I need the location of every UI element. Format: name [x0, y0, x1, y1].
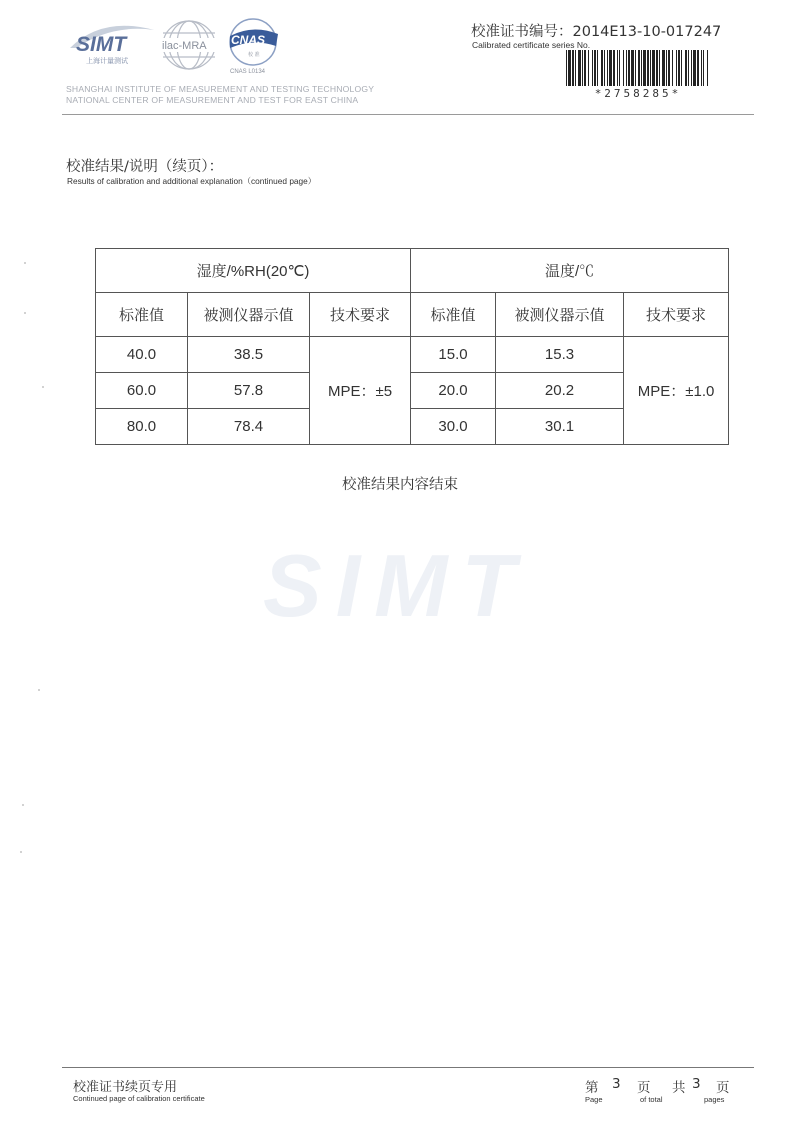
humidity-standard-cell: 40.0: [96, 337, 188, 373]
page-suffix: 页: [637, 1080, 651, 1096]
temperature-group-header: 温度/℃: [411, 249, 729, 293]
scan-speck: [42, 386, 44, 388]
table-row: [96, 337, 729, 373]
temperature-measured-cell: 30.1: [496, 409, 624, 445]
scan-speck: [20, 851, 22, 853]
scan-speck: [24, 262, 26, 264]
total-suffix: 页: [716, 1080, 730, 1096]
temperature-standard-cell: 30.0: [411, 409, 496, 445]
total-prefix: 共: [672, 1080, 686, 1096]
temperature-requirement-cell: MPE：±1.0: [624, 337, 729, 445]
column-header: 技术要求: [624, 293, 729, 337]
page-label-en: Page: [585, 1095, 603, 1104]
svg-text:SIMT: SIMT: [76, 33, 127, 56]
humidity-measured-cell: 38.5: [188, 337, 310, 373]
svg-text:CNAS L0134: CNAS L0134: [230, 69, 266, 75]
svg-text:上海计量测试: 上海计量测试: [86, 57, 128, 65]
humidity-group-header: 湿度/%RH(20℃): [96, 249, 411, 293]
section-title: 校准结果/说明（续页）：: [66, 159, 224, 175]
simt-watermark: [255, 540, 585, 630]
certificate-number: 校准证书编号：2014E13-10-017247: [471, 24, 722, 40]
barcode: [566, 50, 710, 86]
temperature-standard-cell: 15.0: [411, 337, 496, 373]
cnas-logo: [222, 16, 284, 76]
end-of-results-text: 校准结果内容结束: [342, 477, 458, 493]
temperature-measured-cell: 20.2: [496, 373, 624, 409]
humidity-standard-cell: 80.0: [96, 409, 188, 445]
column-header: 标准值: [411, 293, 496, 337]
temperature-measured-cell: 15.3: [496, 337, 624, 373]
calibration-results-table: [95, 248, 729, 445]
footer-title-en: Continued page of calibration certificate: [73, 1094, 205, 1103]
column-header: 标准值: [96, 293, 188, 337]
pages-label-en: pages: [704, 1095, 725, 1104]
institute-center-line: NATIONAL CENTER OF MEASUREMENT AND TEST FOR EAST CHINA: [66, 95, 359, 105]
temperature-standard-cell: 20.0: [411, 373, 496, 409]
humidity-requirement-cell: MPE：±5: [310, 337, 411, 445]
header-divider: [62, 114, 754, 115]
simt-logo: [62, 18, 158, 68]
column-header: 技术要求: [310, 293, 411, 337]
svg-text:校 准: 校 准: [248, 52, 260, 58]
ilac-mra-logo: [158, 18, 220, 72]
humidity-measured-cell: 78.4: [188, 409, 310, 445]
footer-divider: [62, 1067, 754, 1068]
page-prefix: 第: [585, 1080, 599, 1096]
institute-name-line: SHANGHAI INSTITUTE OF MEASUREMENT AND TESTING TECHNOLOGY: [66, 84, 375, 94]
svg-text:SIMT: SIMT: [263, 540, 530, 630]
of-total-label-en: of total: [640, 1095, 663, 1104]
svg-text:ilac-MRA: ilac-MRA: [162, 40, 207, 52]
barcode-text: *2758285*: [594, 87, 682, 100]
certificate-number-label-en: Calibrated certificate series No.: [472, 40, 591, 50]
current-page-number: 3: [612, 1076, 621, 1092]
humidity-standard-cell: 60.0: [96, 373, 188, 409]
humidity-measured-cell: 57.8: [188, 373, 310, 409]
svg-text:CNAS: CNAS: [231, 33, 266, 47]
column-header: 被测仪器示值: [496, 293, 624, 337]
total-page-number: 3: [692, 1076, 701, 1092]
scan-speck: [24, 312, 26, 314]
scan-speck: [22, 804, 24, 806]
section-title-en: Results of calibration and additional explanation（continued page）: [67, 176, 317, 186]
footer-title: 校准证书续页专用: [73, 1080, 178, 1095]
scan-speck: [38, 689, 40, 691]
column-header: 被测仪器示值: [188, 293, 310, 337]
